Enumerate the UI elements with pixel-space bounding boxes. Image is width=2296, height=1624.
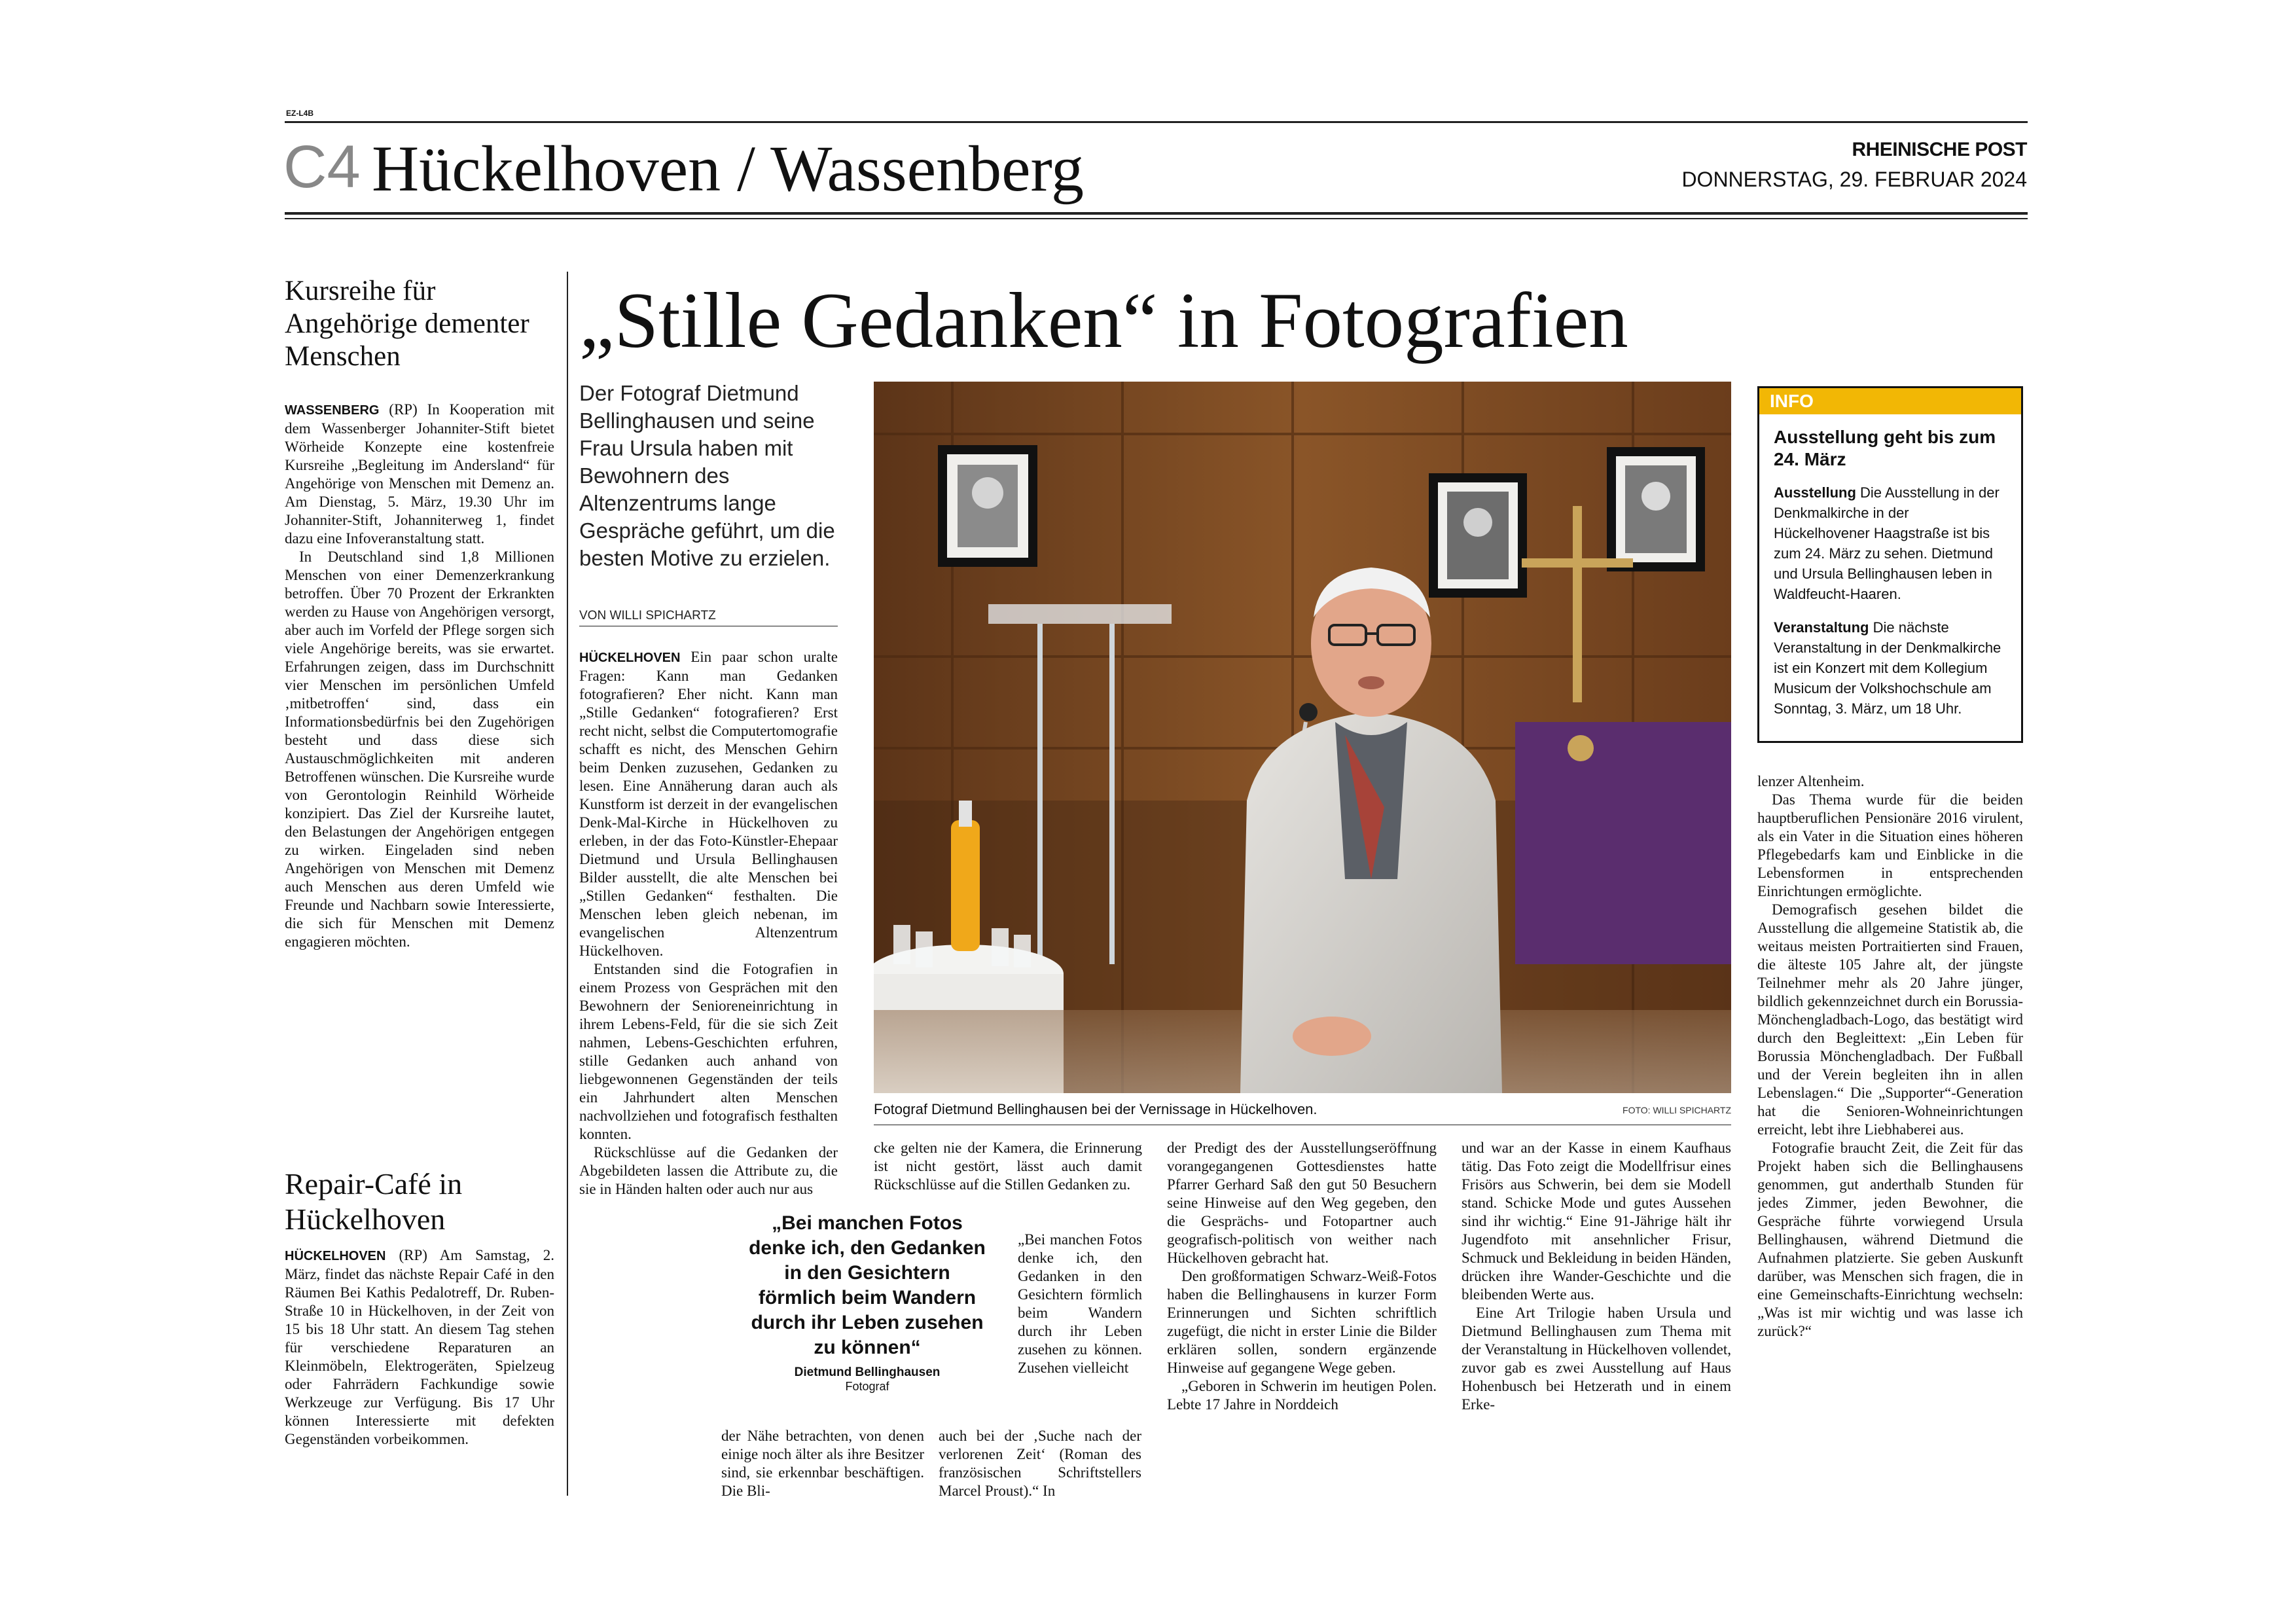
framed-portrait-3: [1607, 447, 1705, 571]
left-article-1-body: [285, 401, 554, 1128]
left-article-1-dateline: WASSENBERG: [285, 403, 380, 418]
main-col-3: [1167, 1139, 1437, 1496]
left-article-1-source: (RP): [389, 401, 418, 418]
framed-portrait-2: [1429, 473, 1527, 598]
issue-date: DONNERSTAG, 29. FEBRUAR 2024: [1681, 168, 2027, 191]
left-article-1-paragraph-1: In Kooperation mit dem Wassenberger Johanniter-Stift bietet Wörheide Konzepte eine kostenfreie Kursreihe „Begleitung im Andersland“ für Angehörige von Menschen mit Demenz an. Am Dienstag, 5. März, 19.30 Uhr im Johanniter-Stift, Johanniterweg 1, findet dazu eine Infoveranstaltung statt.: [285, 401, 554, 547]
left-article-2-body: [285, 1246, 554, 1495]
info-item-2-text: Die nächste Veranstaltung in der Denkmalkirche ist ein Konzert mit dem Kollegium Musicum der Volkshochschule am Sonntag, 3. März, um 18 Uhr.: [1774, 619, 2001, 717]
left-article-2-source: (RP): [399, 1247, 427, 1263]
main-col4-paragraph-1: und war an der Kasse in einem Kaufhaus tätig. Das Foto zeigt die Modellfrisur eines Frisörs aus Schwerin, bei dem sie Modell stand. Schicke Mode und gutes Aussehen sind ihr wichtig.“ Eine 91-Jährige hält ihr Jugendfoto mit ansehnlicher Frisur, Schmuck und Bekleidung in beiden Händen, drücken ihre Wander-Geschichte und die bleibenden Werte aus.: [1462, 1140, 1731, 1303]
main-col1-paragraph-1: Ein paar schon uralte Fragen: Kann man Gedanken fotografieren? Eher nicht. Kann man „Stille Gedanken“ fotografieren? Erst recht nicht, selbst die Computertomografie schafft es nicht, des Menschen Gehirn beim Denken zuzusehen, Gedanken zu lesen. Eine Annäherung daran auch als Kunstform ist derzeit in der evangelischen Denk-Mal-Kirche in Hückelhoven zu erleben, in der das Foto-Künstler-Ehepaar Dietmund und Ursula Bellinghausen Bilder ausstellt, die alte Menschen bei „Stillen Gedanken“ festhalten. Die Menschen leben gleich nebenan, im evangelischen Altenzentrum Hückelhoven.: [579, 649, 838, 959]
main-col-2-bottom: [721, 1427, 1142, 1499]
byline: VON WILLI SPICHARTZ: [579, 609, 716, 623]
main-dateline: HÜCKELHOVEN: [579, 651, 681, 665]
page-number: C4: [283, 134, 361, 200]
main-col2-bottom-left: der Nähe betrachten, von denen einige noch älter als ihre Besitzer sind, sie erkennbar beschäftigen. Die Bli-: [721, 1428, 924, 1499]
info-item-2-lead: Veranstaltung: [1774, 619, 1869, 636]
main-photo: [874, 382, 1731, 1093]
edition-code: EZ-L4B: [286, 109, 314, 118]
framed-portrait-1: [938, 445, 1037, 567]
photo-credit: FOTO: WILLI SPICHARTZ: [1623, 1105, 1731, 1115]
main-col2-bottom-right: auch bei der ‚Suche nach der verlorenen Zeit‘ (Roman des französischen Schriftstellers Marcel Proust).“ In: [939, 1428, 1141, 1499]
left-article-1-paragraph-2: In Deutschland sind 1,8 Millionen Menschen von einer Demenzerkrankung betroffen. Über 70 Prozent der Erkrankten werden zu Hause von Angehörigen versorgt, aber auch im Vorfeld der Pflege sorgen sich viele Angehörige bereits, was sie erwartet. Erfahrungen zeigen, dass im Durchschnitt vier Menschen im persönlichen Umfeld ‚mitbetroffen‘ sind, dass ein Informationsbedürfnis bei den Zugehörigen besteht und dass diese sich Austauschmöglichkeiten mit anderen Betroffenen wünschen. Die Kursreihe wurde von Gerontologin Reinhild Wörheide konzipiert. Das Ziel der Kursreihe lautet, den Belastungen der Angehörigen entgegen zu wirken. Eingeladen sind neben Angehörigen von Menschen mit Demenz auch Menschen aus deren Umfeld wie Freunde und Nachbarn sowie Interessierte, die sich für Menschen mit Demenz engagieren möchten.: [285, 549, 554, 950]
main-col5-paragraph-4: Fotografie braucht Zeit, die Zeit für das Projekt haben sich die Bellinghausens genommen, gut anderthalb Stunden für jedes Zimmer, jeden Bewohner, die Gespräche führte vorwiegend Ursula Bellinghausen, während Dietmund die Aufnahmen platzierte. Sie geben Auskunft darüber, was Menschen sich fragen, die in eine Gemeinschafts-Einrichtung wechseln: „Was ist mir wichtig und was lasse ich zurück?“: [1757, 1140, 2023, 1339]
main-col-4: [1462, 1139, 1731, 1496]
info-title: Ausstellung geht bis zum 24. März: [1774, 427, 1996, 469]
pull-quote-role: Fotograf: [845, 1380, 889, 1393]
main-col2-quote-cont: „Bei manchen Fotos denke ich, den Gedanken in den Gesichtern förmlich beim Wandern durch ihr Leben zusehen zu können. Zusehen vielleicht: [1018, 1231, 1142, 1376]
info-item-1-lead: Ausstellung: [1774, 484, 1856, 501]
left-article-2-dateline: HÜCKELHOVEN: [285, 1249, 386, 1263]
main-col5-paragraph-2: Das Thema wurde für die beiden hauptberuflichen Pensionäre 2016 virulent, als ein Vater in die Situation eines höheren Pflegebedarfs kam und Einblicke in die Lebensformen in entsprechenden Einrichtungen ermöglichte.: [1757, 791, 2023, 899]
pull-quote-text: „Bei manchen Fotos denke ich, den Gedanken in den Gesichtern förmlich beim Wandern durch ihr Leben zusehen zu können“: [749, 1212, 986, 1358]
masthead-bottom-rule-1: [285, 212, 2028, 215]
section-title: Hückelhoven / Wassenberg: [372, 132, 1084, 205]
main-col-5: [1757, 772, 2023, 1496]
main-col4-paragraph-2: Eine Art Trilogie haben Ursula und Dietmund Bellinghausen zum Thema mit der Veranstaltung in Hückelhoven vollendet, zuvor gab es zwei Ausstellung auf Haus Hohenbusch bei Hetzerath und in einem Erke-: [1462, 1305, 1731, 1413]
main-col2-top-text: cke gelten nie der Kamera, die Erinnerung ist nicht gestört, lässt auch damit Rückschlüsse auf die Stillen Gedanken zu.: [874, 1140, 1142, 1193]
info-item-1-text: Die Ausstellung in der Denkmalkirche in der Hückelhovener Haagstraße ist bis zum 24. März zu sehen. Dietmund und Ursula Bellinghausen leben in Waldfeucht-Haaren.: [1774, 484, 2000, 602]
info-item-2: [1759, 604, 2021, 719]
main-col-2-top: [874, 1139, 1142, 1212]
main-col1-paragraph-2: Entstanden sind die Fotografien in einem Prozess von Gesprächen mit den Bewohnern der Senioreneinrichtung in ihrem Lebens-Feld, für die sie sich Zeit nahmen, Lebens-Geschichten erfuhren, stille Gedanken auch anhand von liebgewonnenen Gegenständen der teils ein Jahrhundert alten Menschen nachvollziehen und fotografisch festhalten konnten.: [579, 961, 838, 1142]
main-col-2-right: [1018, 1231, 1142, 1447]
pull-quote: [743, 1211, 992, 1394]
main-col1-paragraph-3: Rückschlüsse auf die Gedanken der Abgebildeten lassen die Attribute zu, die sie in Händen halten oder auch nur aus: [579, 1144, 838, 1197]
main-teaser: Der Fotograf Dietmund Bellinghausen und seine Frau Ursula haben mit Bewohnern des Altenzentrums lange Gespräche geführt, um die besten Motive zu erzielen.: [579, 381, 835, 570]
juice-bottle: [951, 820, 980, 951]
info-label: INFO: [1759, 388, 2021, 414]
main-col3-paragraph-2: Den großformatigen Schwarz-Weiß-Fotos haben die Bellinghausens in kurzer Form Erinnerungen und Sichten schriftlich zugefügt, die nicht in erster Linie die Bilder erklären sollen, sondern ergänzende Hinweise auf gegangene Wege geben.: [1167, 1268, 1437, 1376]
main-headline: „Stille Gedanken“ in Fotografien: [579, 277, 1628, 365]
masthead-bottom-rule-2: [285, 218, 2028, 219]
pull-quote-author: Dietmund Bellinghausen: [794, 1365, 941, 1379]
main-col3-paragraph-3: „Geboren in Schwerin im heutigen Polen. Lebte 17 Jahre in Norddeich: [1167, 1378, 1437, 1413]
left-article-2-headline: Repair-Café in Hückelhoven: [285, 1167, 463, 1236]
altar-cloth: [1515, 722, 1731, 964]
info-box: [1757, 386, 2023, 743]
photo-caption: Fotograf Dietmund Bellinghausen bei der Vernissage in Hückelhoven.: [874, 1101, 1318, 1117]
main-col3-paragraph-1: der Predigt des der Ausstellungseröffnung vorangegangenen Gottesdienstes hatte Pfarrer Gerhard Saß den gut 50 Besuchern seine Hinweise auf den Weg gegeben, den die Gesprächs- und Fotopartner auch geografisch-politisch von weither nach Hückelhoven gebracht hat.: [1167, 1140, 1437, 1266]
info-item-1: [1759, 477, 2021, 604]
left-column-divider: [567, 272, 568, 1496]
photo-illustration: [874, 382, 1731, 1093]
paper-name: RHEINISCHE POST: [1852, 139, 2027, 160]
masthead-top-rule: [285, 121, 2028, 123]
left-article-1-headline: Kursreihe für Angehörige dementer Menschen: [285, 276, 529, 372]
main-col5-paragraph-1: lenzer Altenheim.: [1757, 773, 1865, 789]
main-col5-paragraph-3: Demografisch gesehen bildet die Ausstellung die allgemeine Statistik ab, die weitaus meisten Portraitierten sind Frauen, die älteste 105 Jahre alt, der jüngste Teilnehmer mehr als 20 Jahre jünger, bildlich gekennzeichnet durch ein Borussia-Mönchengladbach-Logo, das bestätigt wird durch den Begleittext: „Ein Leben für Borussia Mönchengladbach. Der Fußball und der Verein begleiten ihn in allen Lebenslagen.“ Die „Supporter“-Generation hat die Senioren-Wohneinrichtungen erreicht, lebt ihre Liebhaberei aus.: [1757, 901, 2023, 1138]
left-article-2-paragraph-1: Am Samstag, 2. März, findet das nächste Repair Café in den Räumen Bei Kathis Pedalotreff, Dr. Ruben-Straße 10 in Hückelhoven, in der Zeit von 15 bis 18 Uhr statt. An diesem Tag stehen für verschiedene Reparaturen an Kleinmöbeln, Elektrogeräten, Spielzeug oder Fahrrädern Fachkundige sowie Werkzeuge zur Verfügung. Bis 17 Uhr können Interessierte mit defekten Gegenständen vorbeikommen.: [285, 1247, 554, 1447]
